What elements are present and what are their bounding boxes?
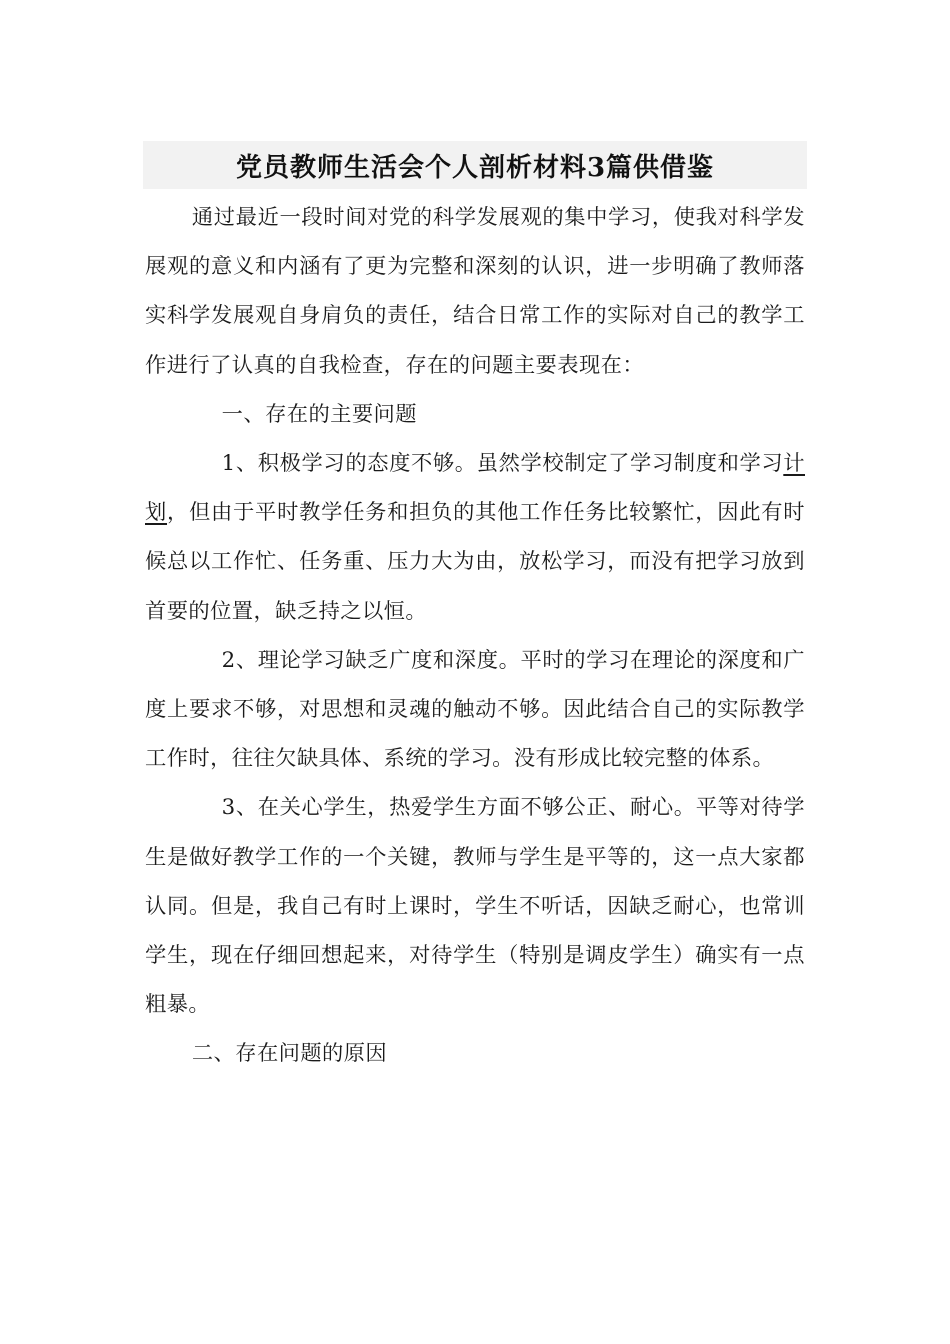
problem-item-3: 3、在关心学生，热爱学生方面不够公正、耐心。平等对待学生是做好教学工作的一个关键，教师与学生是平等的，这一点大家都认同。但是，我自己有时上课时，学生不听话，因缺乏耐心，也常训学生，现在仔细回想起来，对待学生（特别是调皮学生）确实有一点粗暴。 bbox=[145, 795, 805, 1018]
plan-link[interactable]: 计划 bbox=[145, 451, 805, 526]
title-banner bbox=[143, 141, 807, 189]
problem-item-1-text-a: 1、积极学习的态度不够。虽然学校制定了学习制度和学习 bbox=[221, 451, 784, 477]
document-title: 党员教师生活会个人剖析材料3篇供借鉴 bbox=[235, 152, 715, 183]
problem-item-2: 2、理论学习缺乏广度和深度。平时的学习在理论的深度和广度上要求不够，对思想和灵魂的触动不够。因此结合自己的实际教学工作时，往往欠缺具体、系统的学习。没有形成比较完整的体系。 bbox=[145, 647, 805, 772]
problem-item-1 bbox=[145, 439, 805, 636]
document-body bbox=[145, 193, 805, 1079]
section-heading-causes: 二、存在问题的原因 bbox=[191, 1041, 388, 1067]
problem-item-1-text-b: ，但由于平时教学任务和担负的其他工作任务比较繁忙，因此有时候总以工作忙、任务重、压力大为由，放松学习，而没有把学习放到首要的位置，缺乏持之以恒。 bbox=[145, 500, 805, 624]
section-heading-problems: 一、存在的主要问题 bbox=[221, 401, 417, 427]
intro-paragraph: 通过最近一段时间对党的科学发展观的集中学习，使我对科学发展观的意义和内涵有了更为完整和深刻的认识，进一步明确了教师落实科学发展观自身肩负的责任，结合日常工作的实际对自己的教学工作进行了认真的自我检查，存在的问题主要表现在： bbox=[145, 205, 805, 378]
